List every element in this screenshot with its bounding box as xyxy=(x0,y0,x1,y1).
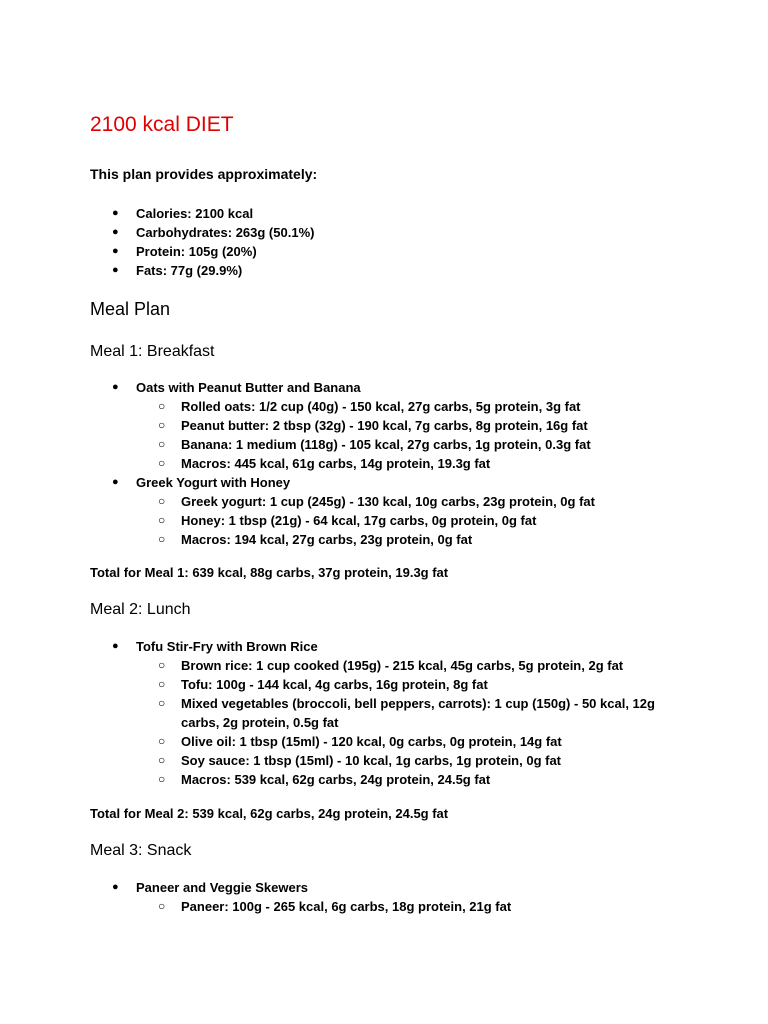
hollow-bullet-icon: ○ xyxy=(158,696,166,710)
meal-3-item-paneer-skewers: ● Paneer and Veggie Skewers ○ Paneer: 100g - 265 kcal, 6g carbs, 18g protein, 21g fat xyxy=(90,878,730,916)
summary-item-protein: ● Protein: 105g (20%) xyxy=(112,244,257,259)
summary-item-carbohydrates: ● Carbohydrates: 263g (50.1%) xyxy=(112,225,315,240)
detail-item: ○ Mixed vegetables (broccoli, bell peppers, carrots): 1 cup (150g) - 50 kcal, 12g carbs, 2g protein, 0.5g fat xyxy=(158,696,655,730)
detail-item: ○ Olive oil: 1 tbsp (15ml) - 120 kcal, 0g carbs, 0g protein, 14g fat xyxy=(158,734,562,749)
nutrition-summary-list xyxy=(90,204,314,280)
detail-item: ○ Soy sauce: 1 tbsp (15ml) - 10 kcal, 1g carbs, 1g protein, 0g fat xyxy=(158,753,562,768)
bullet-icon: ● xyxy=(112,881,119,893)
bullet-icon: ● xyxy=(112,640,119,652)
detail-item: ○ Greek yogurt: 1 cup (245g) - 130 kcal, 10g carbs, 23g protein, 0g fat xyxy=(158,494,595,509)
detail-item: ○ Macros: 539 kcal, 62g carbs, 24g protein, 24.5g fat xyxy=(158,772,491,787)
meal-3-heading: Meal 3: Snack xyxy=(90,842,192,859)
hollow-bullet-icon: ○ xyxy=(158,456,166,470)
hollow-bullet-icon: ○ xyxy=(158,399,166,413)
detail-item: ○ Tofu: 100g - 144 kcal, 4g carbs, 16g protein, 8g fat xyxy=(158,677,488,692)
hollow-bullet-icon: ○ xyxy=(158,437,166,451)
hollow-bullet-icon: ○ xyxy=(158,753,166,767)
detail-item: ○ Banana: 1 medium (118g) - 105 kcal, 27g carbs, 1g protein, 0.3g fat xyxy=(158,437,591,452)
meal-2-item-tofu-stir-fry: ● Tofu Stir-Fry with Brown Rice ○ Brown rice: 1 cup cooked (195g) - 215 kcal, 45g carbs, 5g protein, 2g fat ○ Tofu: 100g - 144 kcal, 4g carbs, 16g protein, 8g fat ○ Mixed vegetables (broccoli, bell peppers, carrots): 1 cup (150g) - 50 kcal, 12g carbs, 2g protein, 0.5g fat ○ Olive oil: 1 tbsp (15ml) - 120 kcal, 0g carbs, 0g protein, 14g fat ○ Soy sauce: 1 tbsp (15ml) - 10 kcal, 1g carbs, 1g protein, 0g fat ○ Macros: 539 kcal, 62g carbs, 24g protein, 24.5g fat xyxy=(90,637,730,789)
bullet-icon: ● xyxy=(112,381,119,393)
summary-item-fats: ● Fats: 77g (29.9%) xyxy=(112,263,243,278)
detail-item: ○ Macros: 194 kcal, 27g carbs, 23g protein, 0g fat xyxy=(158,532,473,547)
meal-3-items xyxy=(90,878,730,916)
bullet-icon: ● xyxy=(112,226,119,238)
hollow-bullet-icon: ○ xyxy=(158,418,166,432)
meal-2-total: Total for Meal 2: 539 kcal, 62g carbs, 24g protein, 24.5g fat xyxy=(90,806,449,821)
intro-text: This plan provides approximately: xyxy=(90,166,318,182)
meal-2-items xyxy=(90,637,730,789)
summary-item-calories: ● Calories: 2100 kcal xyxy=(112,206,254,221)
hollow-bullet-icon: ○ xyxy=(158,677,166,691)
bullet-icon: ● xyxy=(112,264,119,276)
meal-plan-heading: Meal Plan xyxy=(90,299,171,319)
hollow-bullet-icon: ○ xyxy=(158,734,166,748)
detail-item: ○ Brown rice: 1 cup cooked (195g) - 215 kcal, 45g carbs, 5g protein, 2g fat xyxy=(158,658,624,673)
hollow-bullet-icon: ○ xyxy=(158,513,166,527)
detail-item: ○ Rolled oats: 1/2 cup (40g) - 150 kcal, 27g carbs, 5g protein, 3g fat xyxy=(158,399,581,414)
hollow-bullet-icon: ○ xyxy=(158,494,166,508)
detail-item: ○ Honey: 1 tbsp (21g) - 64 kcal, 17g carbs, 0g protein, 0g fat xyxy=(158,513,537,528)
meal-1-heading: Meal 1: Breakfast xyxy=(90,343,215,360)
hollow-bullet-icon: ○ xyxy=(158,772,166,786)
bullet-icon: ● xyxy=(112,476,119,488)
page-title: 2100 kcal DIET xyxy=(90,113,234,136)
detail-item: ○ Paneer: 100g - 265 kcal, 6g carbs, 18g protein, 21g fat xyxy=(158,899,512,914)
bullet-icon: ● xyxy=(112,207,119,219)
meal-2-heading: Meal 2: Lunch xyxy=(90,601,191,618)
meal-1-item-oats: ● Oats with Peanut Butter and Banana ○ Rolled oats: 1/2 cup (40g) - 150 kcal, 27g carbs, 5g protein, 3g fat ○ Peanut butter: 2 tbsp (32g) - 190 kcal, 7g carbs, 8g protein, 16g fat ○ Banana: 1 medium (118g) - 105 kcal, 27g carbs, 1g protein, 0.3g fat ○ Macros: 445 kcal, 61g carbs, 14g protein, 19.3g fat xyxy=(90,378,730,473)
hollow-bullet-icon: ○ xyxy=(158,899,166,913)
meal-1-total: Total for Meal 1: 639 kcal, 88g carbs, 37g protein, 19.3g fat xyxy=(90,565,449,580)
hollow-bullet-icon: ○ xyxy=(158,658,166,672)
detail-item: ○ Peanut butter: 2 tbsp (32g) - 190 kcal, 7g carbs, 8g protein, 16g fat xyxy=(158,418,588,433)
meal-1-items xyxy=(90,378,730,549)
hollow-bullet-icon: ○ xyxy=(158,532,166,546)
bullet-icon: ● xyxy=(112,245,119,257)
detail-item: ○ Macros: 445 kcal, 61g carbs, 14g protein, 19.3g fat xyxy=(158,456,491,471)
meal-1-item-yogurt: ● Greek Yogurt with Honey ○ Greek yogurt: 1 cup (245g) - 130 kcal, 10g carbs, 23g protein, 0g fat ○ Honey: 1 tbsp (21g) - 64 kcal, 17g carbs, 0g protein, 0g fat ○ Macros: 194 kcal, 27g carbs, 23g protein, 0g fat xyxy=(90,473,730,549)
